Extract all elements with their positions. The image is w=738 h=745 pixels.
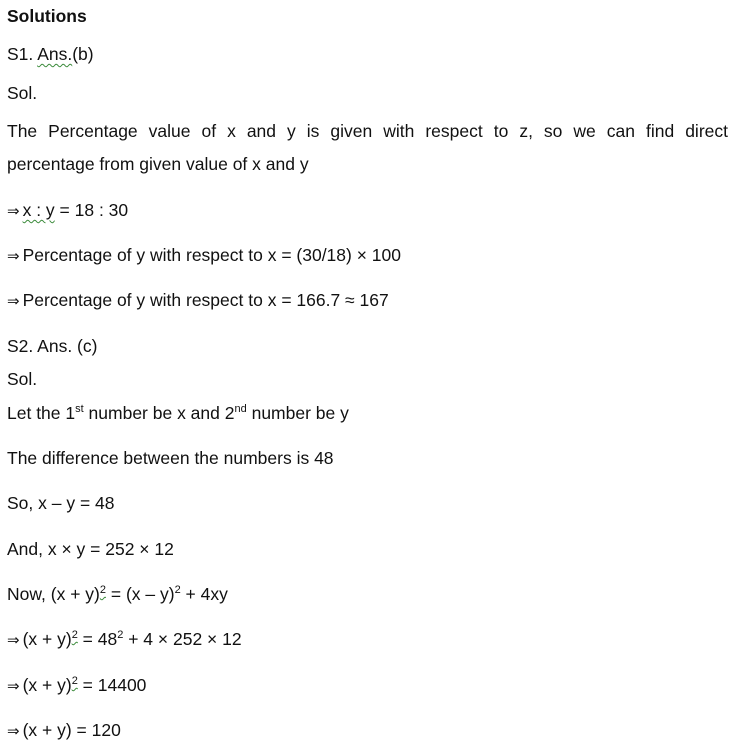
squared: 2 [117,629,124,641]
ratio-values: = 18 : 30 [54,200,129,220]
let-text-b: number be x and 2 [83,403,235,423]
ratio-xy: x : y [22,200,55,220]
s2-sol-label: Sol. [7,369,38,389]
final-text: (x + y) = 120 [22,720,121,740]
result-text: Percentage of y with respect to x = 166.7 ≈ 167 [22,290,389,310]
formula-text: Percentage of y with respect to x = (30/18) × 100 [22,245,401,265]
s2-identity [7,583,228,605]
s2-step-sum-square [7,674,146,698]
implies-arrow-icon: ⇒ [7,293,20,310]
s2-so-equation: So, x – y = 48 [7,493,115,513]
s1-answer [7,43,94,65]
squared: 2 [174,584,181,596]
s2-let-statement [7,402,349,424]
s1-paragraph-line2: percentage from given value of x and y [7,154,309,174]
s1-sol-label: Sol. [7,83,38,103]
s2-answer: S2. Ans. (c) [7,336,98,356]
implies-arrow-icon: ⇒ [7,632,20,649]
sub-c: + 4 × 252 × 12 [123,629,242,649]
implies-arrow-icon: ⇒ [7,203,20,220]
s1-ans-word: Ans. [37,44,73,64]
s1-step-formula [7,244,401,268]
s1-paragraph-line1: The Percentage value of x and y is given with respect to z, so we can find direct [7,121,728,141]
implies-arrow-icon: ⇒ [7,678,20,695]
let-text-a: Let the 1 [7,403,76,423]
implies-arrow-icon: ⇒ [7,723,20,740]
page-title: Solutions [7,6,87,26]
s1-label: S1. [7,44,34,64]
s1-ans-value: (b) [72,44,94,64]
implies-arrow-icon: ⇒ [7,248,20,265]
sub-a: (x + y) [22,629,72,649]
squared: 2 [99,584,106,596]
s1-step-ratio [7,199,128,223]
let-text-c: number be y [246,403,349,423]
sub-b: = 48 [77,629,118,649]
identity-b: = (x – y) [106,584,175,604]
s2-and-equation: And, x × y = 252 × 12 [7,539,174,559]
s2-difference: The difference between the numbers is 48 [7,448,334,468]
ordinal-st: st [75,403,84,415]
sumsq-a: (x + y) [22,675,72,695]
s1-step-result [7,289,389,313]
identity-a: Now, (x + y) [7,584,100,604]
squared: 2 [71,629,78,641]
s2-step-substitution [7,628,242,652]
sumsq-b: = 14400 [77,675,147,695]
identity-c: + 4xy [180,584,228,604]
ordinal-nd: nd [234,403,247,415]
squared: 2 [71,675,78,687]
s2-step-final [7,719,121,743]
